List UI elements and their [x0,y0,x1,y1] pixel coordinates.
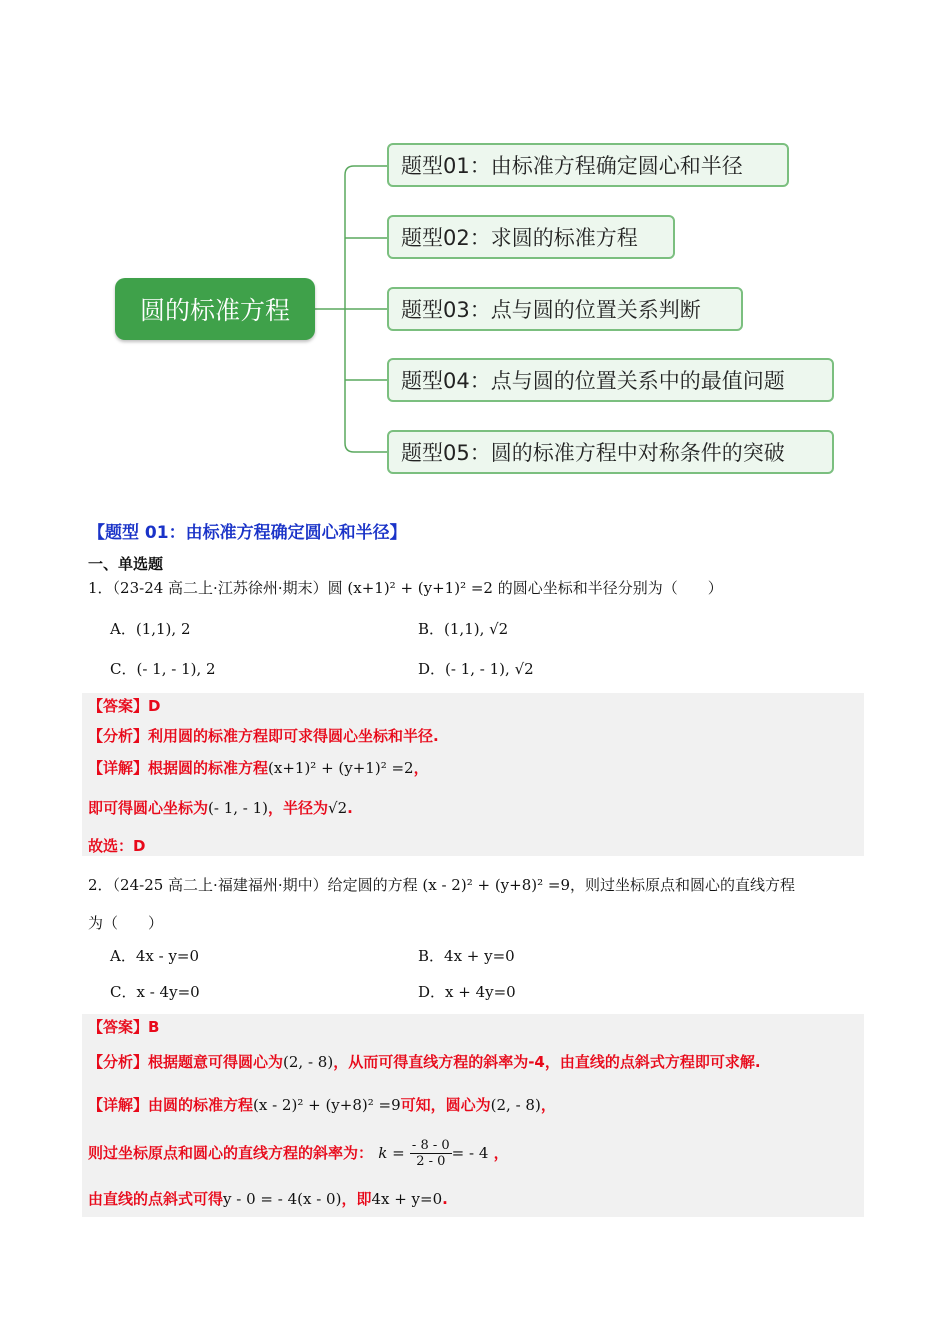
mindmap-node-3: 题型03：点与圆的位置关系判断 [387,287,743,331]
q2-option-d: D．x + 4y=0 [418,983,516,1001]
mindmap [0,0,950,500]
mindmap-node-4: 题型04：点与圆的位置关系中的最值问题 [387,358,834,402]
q1-option-b: B．(1,1), √2 [418,620,509,638]
q2-stem-tail: ，则过坐标原点和圆心的直线方程 [570,876,796,894]
q1-formula: (x+1)² + (y+1)² =2 [347,579,493,597]
q2-detail: 【详解】由圆的标准方程(x - 2)² + (y+8)² =9可知，圆心为(2, - 8)， [88,1096,556,1114]
q1-option-c: C．(- 1, - 1), 2 [110,660,216,678]
q2-option-b: B．4x + y=0 [418,947,515,965]
q2-stem-line2: 为（ ） [88,914,164,932]
q2-answer-box [82,1014,864,1217]
q2-number: 2． [88,876,113,894]
q1-stem [88,577,723,599]
section-title: 【题型 01：由标准方程确定圆心和半径】 [88,523,407,543]
mindmap-node-5: 题型05：圆的标准方程中对称条件的突破 [387,430,834,474]
q1-detail: 【详解】根据圆的标准方程(x+1)² + (y+1)² =2， [88,759,429,777]
section-subtitle: 一、单选题 [88,555,164,573]
q1-option-a: A．(1,1), 2 [110,620,191,638]
q2-slope: 则过坐标原点和圆心的直线方程的斜率为： k = $\frac{- 8 - 0}{2 - 0}$ = - 4 ， [88,1138,509,1169]
q1-analysis: 【分析】利用圆的标准方程即可求得圆心坐标和半径. [88,727,439,745]
mindmap-node-2: 题型02：求圆的标准方程 [387,215,675,259]
mindmap-root: 圆的标准方程 [115,278,315,340]
mindmap-node-1: 题型01：由标准方程确定圆心和半径 [387,143,789,187]
q2-option-a: A．4x - y=0 [110,947,200,965]
q2-option-c: C．x - 4y=0 [110,983,200,1001]
q1-center-radius: 即可得圆心坐标为(- 1, - 1)，半径为√2. [88,799,353,817]
q2-source: （24-25 高二上·福建福州·期中）给定圆的方程 [112,876,418,894]
q2-formula: (x - 2)² + (y+8)² =9 [422,876,571,894]
q1-option-d: D．(- 1, - 1), √2 [418,660,534,678]
q1-answer: 【答案】D [88,697,161,715]
q2-answer: 【答案】B [88,1018,160,1036]
slope-fraction: $\frac{- 8 - 0}{2 - 0}$ [411,1138,450,1169]
q1-answer-box [82,693,864,856]
q2-analysis: 【分析】根据题意可得圆心为(2, - 8)，从而可得直线方程的斜率为-4，由直线的点斜式方程即可求解. [88,1053,761,1071]
q1-conclusion: 故选：D [88,837,146,855]
q2-line-equation: 由直线的点斜式可得y - 0 = - 4(x - 0)，即4x + y=0. [88,1190,448,1208]
q1-source: （23-24 高二上·江苏徐州·期末）圆 [112,579,343,597]
q1-stem-tail: 的圆心坐标和半径分别为（ ） [497,579,723,597]
q1-number: 1． [88,579,113,597]
q2-stem [88,874,795,896]
